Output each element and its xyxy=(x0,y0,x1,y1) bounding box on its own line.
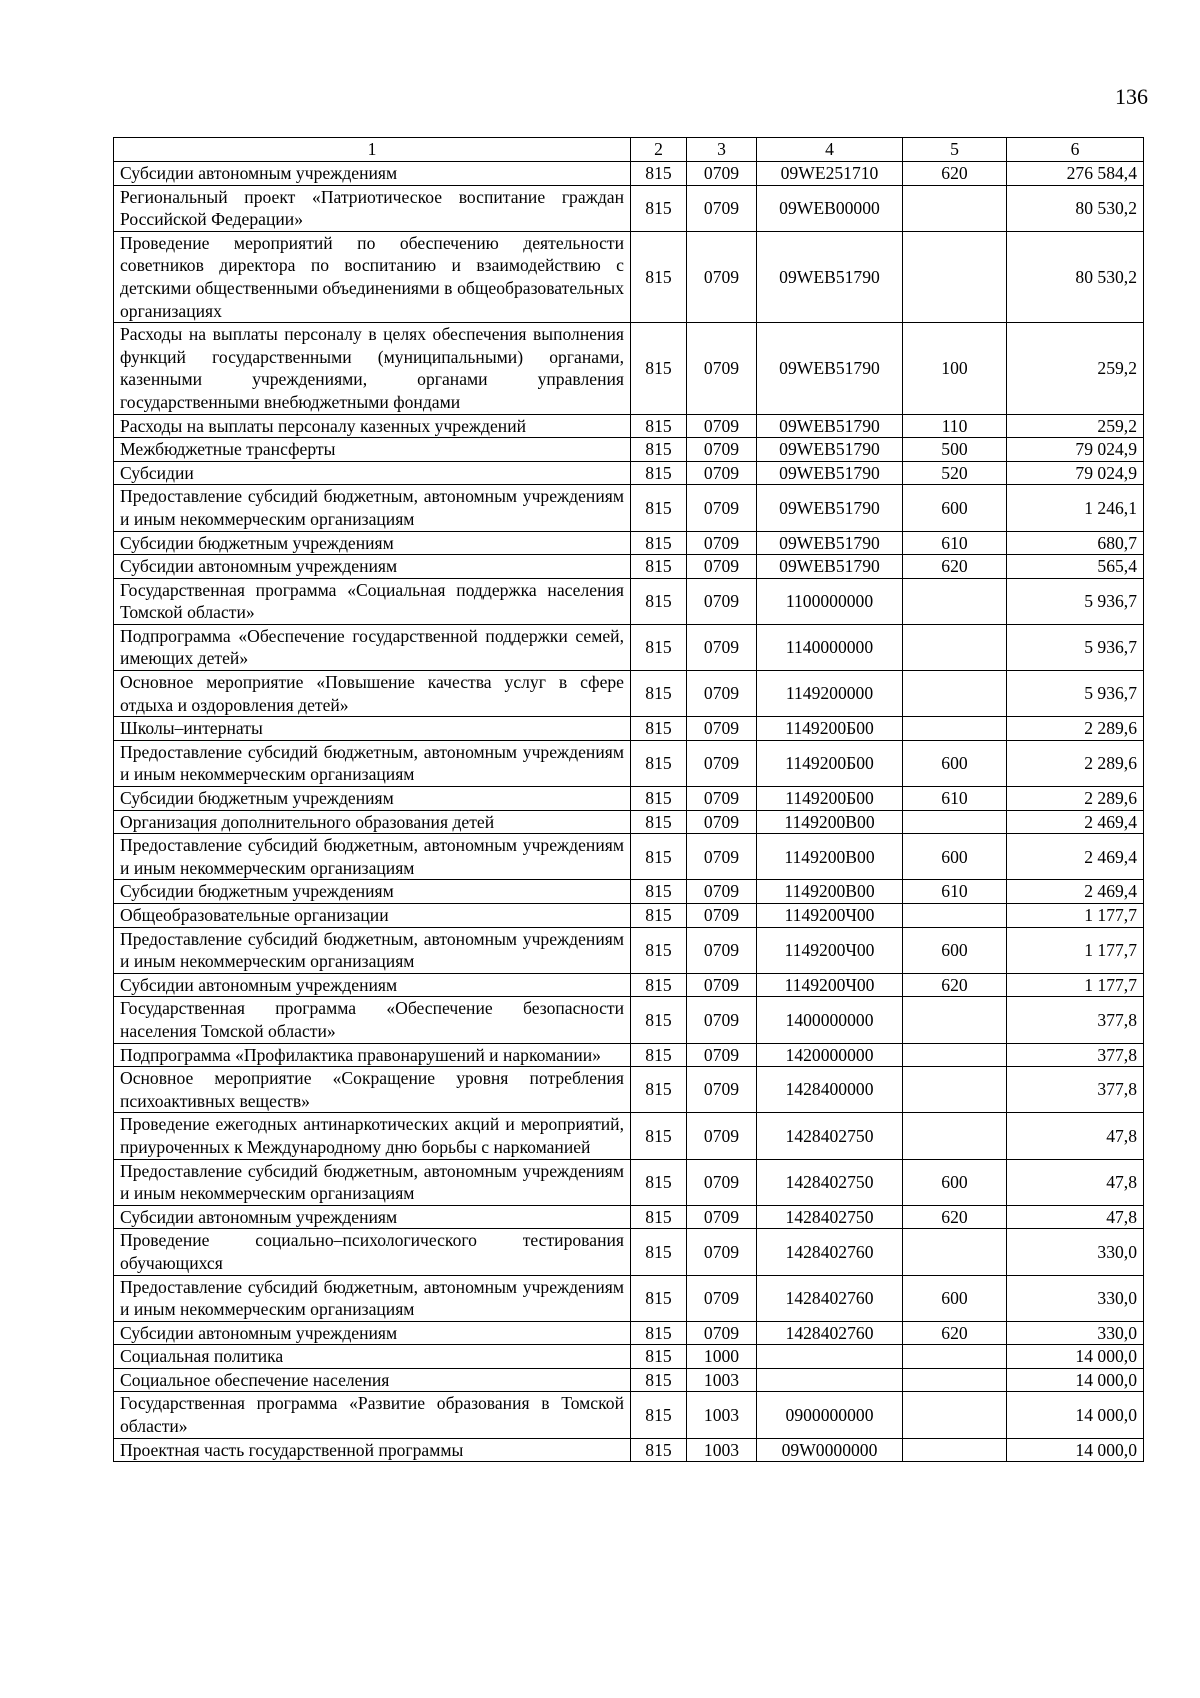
ministry-code-cell: 815 xyxy=(631,1345,687,1369)
amount-cell: 377,8 xyxy=(1007,997,1144,1043)
table-row xyxy=(114,1159,1144,1205)
target-code-cell: 1100000000 xyxy=(757,578,903,624)
table-row xyxy=(114,997,1144,1043)
target-code-cell: 1428402750 xyxy=(757,1113,903,1159)
amount-cell: 565,4 xyxy=(1007,555,1144,579)
table-row xyxy=(114,1321,1144,1345)
table-row xyxy=(114,927,1144,973)
amount-cell: 14 000,0 xyxy=(1007,1345,1144,1369)
ministry-code-cell: 815 xyxy=(631,578,687,624)
ministry-code-cell: 815 xyxy=(631,414,687,438)
section-code-cell: 0709 xyxy=(687,834,757,880)
row-name-cell: Субсидии автономным учреждениям xyxy=(114,973,631,997)
column-header: 6 xyxy=(1007,138,1144,162)
target-code-cell xyxy=(757,1345,903,1369)
amount-cell: 14 000,0 xyxy=(1007,1392,1144,1438)
target-code-cell: 1428402760 xyxy=(757,1229,903,1275)
section-code-cell: 0709 xyxy=(687,485,757,531)
section-code-cell: 0709 xyxy=(687,414,757,438)
target-code-cell: 1140000000 xyxy=(757,624,903,670)
expense-type-cell: 610 xyxy=(903,880,1007,904)
table-row xyxy=(114,414,1144,438)
row-name-cell: Проведение ежегодных антинаркотических акций и мероприятий, приуроченных к Международному дню борьбы с наркоманией xyxy=(114,1113,631,1159)
ministry-code-cell: 815 xyxy=(631,1067,687,1113)
table-body xyxy=(114,162,1144,1462)
table-row xyxy=(114,740,1144,786)
expense-type-cell: 110 xyxy=(903,414,1007,438)
ministry-code-cell: 815 xyxy=(631,461,687,485)
section-code-cell: 0709 xyxy=(687,531,757,555)
table-row xyxy=(114,555,1144,579)
target-code-cell: 09WEB00000 xyxy=(757,185,903,231)
row-name-cell: Субсидии бюджетным учреждениям xyxy=(114,787,631,811)
expense-type-cell xyxy=(903,810,1007,834)
page-number: 136 xyxy=(1115,84,1148,109)
amount-cell: 14 000,0 xyxy=(1007,1438,1144,1462)
ministry-code-cell: 815 xyxy=(631,834,687,880)
table-row xyxy=(114,671,1144,717)
section-code-cell: 0709 xyxy=(687,904,757,928)
amount-cell: 1 177,7 xyxy=(1007,973,1144,997)
section-code-cell: 1003 xyxy=(687,1368,757,1392)
section-code-cell: 0709 xyxy=(687,927,757,973)
ministry-code-cell: 815 xyxy=(631,1229,687,1275)
expense-type-cell xyxy=(903,1229,1007,1275)
target-code-cell: 1149200Б00 xyxy=(757,717,903,741)
table-row xyxy=(114,1368,1144,1392)
target-code-cell: 09WEB51790 xyxy=(757,485,903,531)
expense-type-cell: 620 xyxy=(903,973,1007,997)
target-code-cell: 0900000000 xyxy=(757,1392,903,1438)
ministry-code-cell: 815 xyxy=(631,1392,687,1438)
column-number-row xyxy=(114,138,1144,162)
amount-cell: 2 289,6 xyxy=(1007,717,1144,741)
ministry-code-cell: 815 xyxy=(631,810,687,834)
expense-type-cell: 600 xyxy=(903,740,1007,786)
target-code-cell: 1149200В00 xyxy=(757,810,903,834)
table-row xyxy=(114,1067,1144,1113)
target-code-cell: 1149200Ч00 xyxy=(757,904,903,928)
section-code-cell: 0709 xyxy=(687,461,757,485)
target-code-cell: 09WEB51790 xyxy=(757,555,903,579)
target-code-cell: 09WEB51790 xyxy=(757,231,903,322)
amount-cell: 377,8 xyxy=(1007,1067,1144,1113)
amount-cell: 80 530,2 xyxy=(1007,231,1144,322)
expense-type-cell: 620 xyxy=(903,555,1007,579)
target-code-cell: 1428402760 xyxy=(757,1275,903,1321)
column-header: 2 xyxy=(631,138,687,162)
amount-cell: 330,0 xyxy=(1007,1229,1144,1275)
budget-table xyxy=(113,137,1144,1462)
ministry-code-cell: 815 xyxy=(631,185,687,231)
expense-type-cell xyxy=(903,904,1007,928)
row-name-cell: Межбюджетные трансферты xyxy=(114,438,631,462)
expense-type-cell: 600 xyxy=(903,1159,1007,1205)
ministry-code-cell: 815 xyxy=(631,1438,687,1462)
table-row xyxy=(114,185,1144,231)
section-code-cell: 1003 xyxy=(687,1438,757,1462)
expense-type-cell xyxy=(903,997,1007,1043)
ministry-code-cell: 815 xyxy=(631,997,687,1043)
section-code-cell: 0709 xyxy=(687,671,757,717)
ministry-code-cell: 815 xyxy=(631,973,687,997)
row-name-cell: Государственная программа «Развитие образования в Томской области» xyxy=(114,1392,631,1438)
ministry-code-cell: 815 xyxy=(631,1113,687,1159)
expense-type-cell xyxy=(903,1392,1007,1438)
row-name-cell: Субсидии xyxy=(114,461,631,485)
amount-cell: 79 024,9 xyxy=(1007,461,1144,485)
ministry-code-cell: 815 xyxy=(631,904,687,928)
column-header: 5 xyxy=(903,138,1007,162)
table-row xyxy=(114,810,1144,834)
row-name-cell: Общеобразовательные организации xyxy=(114,904,631,928)
target-code-cell: 09WEB51790 xyxy=(757,414,903,438)
expense-type-cell: 610 xyxy=(903,787,1007,811)
table-row xyxy=(114,1043,1144,1067)
table-row xyxy=(114,323,1144,414)
table-row xyxy=(114,904,1144,928)
section-code-cell: 0709 xyxy=(687,1067,757,1113)
table-row xyxy=(114,1392,1144,1438)
expense-type-cell: 600 xyxy=(903,485,1007,531)
expense-type-cell xyxy=(903,624,1007,670)
row-name-cell: Расходы на выплаты персоналу казенных учреждений xyxy=(114,414,631,438)
table-row xyxy=(114,1345,1144,1369)
row-name-cell: Социальное обеспечение населения xyxy=(114,1368,631,1392)
table-row xyxy=(114,162,1144,186)
target-code-cell: 1428402760 xyxy=(757,1321,903,1345)
row-name-cell: Предоставление субсидий бюджетным, автономным учреждениям и иным некоммерческим организациям xyxy=(114,927,631,973)
amount-cell: 2 469,4 xyxy=(1007,810,1144,834)
amount-cell: 330,0 xyxy=(1007,1321,1144,1345)
section-code-cell: 1000 xyxy=(687,1345,757,1369)
ministry-code-cell: 815 xyxy=(631,1205,687,1229)
amount-cell: 14 000,0 xyxy=(1007,1368,1144,1392)
row-name-cell: Субсидии бюджетным учреждениям xyxy=(114,531,631,555)
table-row xyxy=(114,1229,1144,1275)
ministry-code-cell: 815 xyxy=(631,531,687,555)
expense-type-cell xyxy=(903,1345,1007,1369)
section-code-cell: 0709 xyxy=(687,1205,757,1229)
amount-cell: 2 289,6 xyxy=(1007,787,1144,811)
expense-type-cell: 620 xyxy=(903,1205,1007,1229)
section-code-cell: 1003 xyxy=(687,1392,757,1438)
expense-type-cell: 600 xyxy=(903,927,1007,973)
target-code-cell: 1149200В00 xyxy=(757,834,903,880)
section-code-cell: 0709 xyxy=(687,997,757,1043)
amount-cell: 259,2 xyxy=(1007,323,1144,414)
target-code-cell: 09WEB51790 xyxy=(757,531,903,555)
section-code-cell: 0709 xyxy=(687,717,757,741)
row-name-cell: Государственная программа «Социальная поддержка населения Томской области» xyxy=(114,578,631,624)
table-row xyxy=(114,231,1144,322)
row-name-cell: Предоставление субсидий бюджетным, автономным учреждениям и иным некоммерческим организациям xyxy=(114,1159,631,1205)
row-name-cell: Проектная часть государственной программы xyxy=(114,1438,631,1462)
section-code-cell: 0709 xyxy=(687,1043,757,1067)
target-code-cell: 1149200В00 xyxy=(757,880,903,904)
amount-cell: 377,8 xyxy=(1007,1043,1144,1067)
target-code-cell: 1149200Б00 xyxy=(757,787,903,811)
section-code-cell: 0709 xyxy=(687,1229,757,1275)
table-row xyxy=(114,1113,1144,1159)
target-code-cell: 1420000000 xyxy=(757,1043,903,1067)
ministry-code-cell: 815 xyxy=(631,927,687,973)
expense-type-cell xyxy=(903,231,1007,322)
expense-type-cell xyxy=(903,578,1007,624)
ministry-code-cell: 815 xyxy=(631,1043,687,1067)
ministry-code-cell: 815 xyxy=(631,1275,687,1321)
row-name-cell: Школы–интернаты xyxy=(114,717,631,741)
amount-cell: 79 024,9 xyxy=(1007,438,1144,462)
section-code-cell: 0709 xyxy=(687,1159,757,1205)
amount-cell: 47,8 xyxy=(1007,1205,1144,1229)
expense-type-cell xyxy=(903,671,1007,717)
amount-cell: 1 177,7 xyxy=(1007,927,1144,973)
ministry-code-cell: 815 xyxy=(631,624,687,670)
expense-type-cell xyxy=(903,185,1007,231)
ministry-code-cell: 815 xyxy=(631,1159,687,1205)
expense-type-cell xyxy=(903,1438,1007,1462)
row-name-cell: Подпрограмма «Профилактика правонарушений и наркомании» xyxy=(114,1043,631,1067)
table-row xyxy=(114,1205,1144,1229)
target-code-cell: 1149200Б00 xyxy=(757,740,903,786)
ministry-code-cell: 815 xyxy=(631,740,687,786)
section-code-cell: 0709 xyxy=(687,1321,757,1345)
table-row xyxy=(114,578,1144,624)
table-row xyxy=(114,834,1144,880)
target-code-cell: 09WEB51790 xyxy=(757,438,903,462)
row-name-cell: Предоставление субсидий бюджетным, автономным учреждениям и иным некоммерческим организациям xyxy=(114,1275,631,1321)
ministry-code-cell: 815 xyxy=(631,555,687,579)
section-code-cell: 0709 xyxy=(687,323,757,414)
row-name-cell: Государственная программа «Обеспечение безопасности населения Томской области» xyxy=(114,997,631,1043)
amount-cell: 1 177,7 xyxy=(1007,904,1144,928)
table-row xyxy=(114,624,1144,670)
ministry-code-cell: 815 xyxy=(631,485,687,531)
expense-type-cell: 620 xyxy=(903,162,1007,186)
ministry-code-cell: 815 xyxy=(631,1321,687,1345)
target-code-cell: 1428402750 xyxy=(757,1205,903,1229)
target-code-cell xyxy=(757,1368,903,1392)
row-name-cell: Субсидии автономным учреждениям xyxy=(114,1205,631,1229)
expense-type-cell: 600 xyxy=(903,834,1007,880)
section-code-cell: 0709 xyxy=(687,1113,757,1159)
row-name-cell: Проведение социально–психологического тестирования обучающихся xyxy=(114,1229,631,1275)
amount-cell: 5 936,7 xyxy=(1007,624,1144,670)
row-name-cell: Социальная политика xyxy=(114,1345,631,1369)
expense-type-cell xyxy=(903,1067,1007,1113)
table-row xyxy=(114,531,1144,555)
expense-type-cell: 620 xyxy=(903,1321,1007,1345)
target-code-cell: 1149200Ч00 xyxy=(757,973,903,997)
row-name-cell: Основное мероприятие «Повышение качества услуг в сфере отдыха и оздоровления детей» xyxy=(114,671,631,717)
row-name-cell: Предоставление субсидий бюджетным, автономным учреждениям и иным некоммерческим организациям xyxy=(114,485,631,531)
amount-cell: 2 469,4 xyxy=(1007,834,1144,880)
target-code-cell: 1149200000 xyxy=(757,671,903,717)
row-name-cell: Региональный проект «Патриотическое воспитание граждан Российской Федерации» xyxy=(114,185,631,231)
amount-cell: 259,2 xyxy=(1007,414,1144,438)
row-name-cell: Подпрограмма «Обеспечение государственной поддержки семей, имеющих детей» xyxy=(114,624,631,670)
table-row xyxy=(114,787,1144,811)
section-code-cell: 0709 xyxy=(687,438,757,462)
section-code-cell: 0709 xyxy=(687,973,757,997)
table-row xyxy=(114,461,1144,485)
amount-cell: 330,0 xyxy=(1007,1275,1144,1321)
ministry-code-cell: 815 xyxy=(631,438,687,462)
row-name-cell: Расходы на выплаты персоналу в целях обеспечения выполнения функций государственными (муниципальными) органами, казенными учреждениями, органами управления государственными внебюджетными фондами xyxy=(114,323,631,414)
ministry-code-cell: 815 xyxy=(631,162,687,186)
row-name-cell: Субсидии автономным учреждениям xyxy=(114,1321,631,1345)
section-code-cell: 0709 xyxy=(687,1275,757,1321)
expense-type-cell: 600 xyxy=(903,1275,1007,1321)
target-code-cell: 09W0000000 xyxy=(757,1438,903,1462)
expense-type-cell: 520 xyxy=(903,461,1007,485)
table-row xyxy=(114,438,1144,462)
row-name-cell: Основное мероприятие «Сокращение уровня потребления психоактивных веществ» xyxy=(114,1067,631,1113)
row-name-cell: Организация дополнительного образования детей xyxy=(114,810,631,834)
amount-cell: 1 246,1 xyxy=(1007,485,1144,531)
expense-type-cell xyxy=(903,1113,1007,1159)
section-code-cell: 0709 xyxy=(687,740,757,786)
section-code-cell: 0709 xyxy=(687,624,757,670)
expense-type-cell: 500 xyxy=(903,438,1007,462)
table-row xyxy=(114,485,1144,531)
column-header: 3 xyxy=(687,138,757,162)
amount-cell: 680,7 xyxy=(1007,531,1144,555)
amount-cell: 2 289,6 xyxy=(1007,740,1144,786)
table-row xyxy=(114,717,1144,741)
section-code-cell: 0709 xyxy=(687,578,757,624)
row-name-cell: Проведение мероприятий по обеспечению деятельности советников директора по воспитанию и взаимодействию с детскими общественными объединениями в общеобразовательных организациях xyxy=(114,231,631,322)
target-code-cell: 09WEB51790 xyxy=(757,461,903,485)
target-code-cell: 1400000000 xyxy=(757,997,903,1043)
amount-cell: 80 530,2 xyxy=(1007,185,1144,231)
section-code-cell: 0709 xyxy=(687,810,757,834)
table-row xyxy=(114,880,1144,904)
row-name-cell: Предоставление субсидий бюджетным, автономным учреждениям и иным некоммерческим организациям xyxy=(114,834,631,880)
expense-type-cell xyxy=(903,1043,1007,1067)
amount-cell: 47,8 xyxy=(1007,1159,1144,1205)
row-name-cell: Субсидии автономным учреждениям xyxy=(114,162,631,186)
amount-cell: 5 936,7 xyxy=(1007,578,1144,624)
section-code-cell: 0709 xyxy=(687,231,757,322)
ministry-code-cell: 815 xyxy=(631,880,687,904)
ministry-code-cell: 815 xyxy=(631,787,687,811)
ministry-code-cell: 815 xyxy=(631,671,687,717)
expense-type-cell xyxy=(903,717,1007,741)
section-code-cell: 0709 xyxy=(687,787,757,811)
row-name-cell: Субсидии автономным учреждениям xyxy=(114,555,631,579)
target-code-cell: 1149200Ч00 xyxy=(757,927,903,973)
amount-cell: 2 469,4 xyxy=(1007,880,1144,904)
target-code-cell: 09WE251710 xyxy=(757,162,903,186)
section-code-cell: 0709 xyxy=(687,880,757,904)
ministry-code-cell: 815 xyxy=(631,717,687,741)
ministry-code-cell: 815 xyxy=(631,1368,687,1392)
expense-type-cell: 100 xyxy=(903,323,1007,414)
column-header: 4 xyxy=(757,138,903,162)
table-row xyxy=(114,1275,1144,1321)
section-code-cell: 0709 xyxy=(687,162,757,186)
column-header: 1 xyxy=(114,138,631,162)
target-code-cell: 1428400000 xyxy=(757,1067,903,1113)
row-name-cell: Субсидии бюджетным учреждениям xyxy=(114,880,631,904)
table-row xyxy=(114,973,1144,997)
amount-cell: 5 936,7 xyxy=(1007,671,1144,717)
target-code-cell: 1428402750 xyxy=(757,1159,903,1205)
amount-cell: 47,8 xyxy=(1007,1113,1144,1159)
target-code-cell: 09WEB51790 xyxy=(757,323,903,414)
ministry-code-cell: 815 xyxy=(631,323,687,414)
amount-cell: 276 584,4 xyxy=(1007,162,1144,186)
ministry-code-cell: 815 xyxy=(631,231,687,322)
section-code-cell: 0709 xyxy=(687,185,757,231)
expense-type-cell: 610 xyxy=(903,531,1007,555)
section-code-cell: 0709 xyxy=(687,555,757,579)
table-row xyxy=(114,1438,1144,1462)
row-name-cell: Предоставление субсидий бюджетным, автономным учреждениям и иным некоммерческим организациям xyxy=(114,740,631,786)
expense-type-cell xyxy=(903,1368,1007,1392)
